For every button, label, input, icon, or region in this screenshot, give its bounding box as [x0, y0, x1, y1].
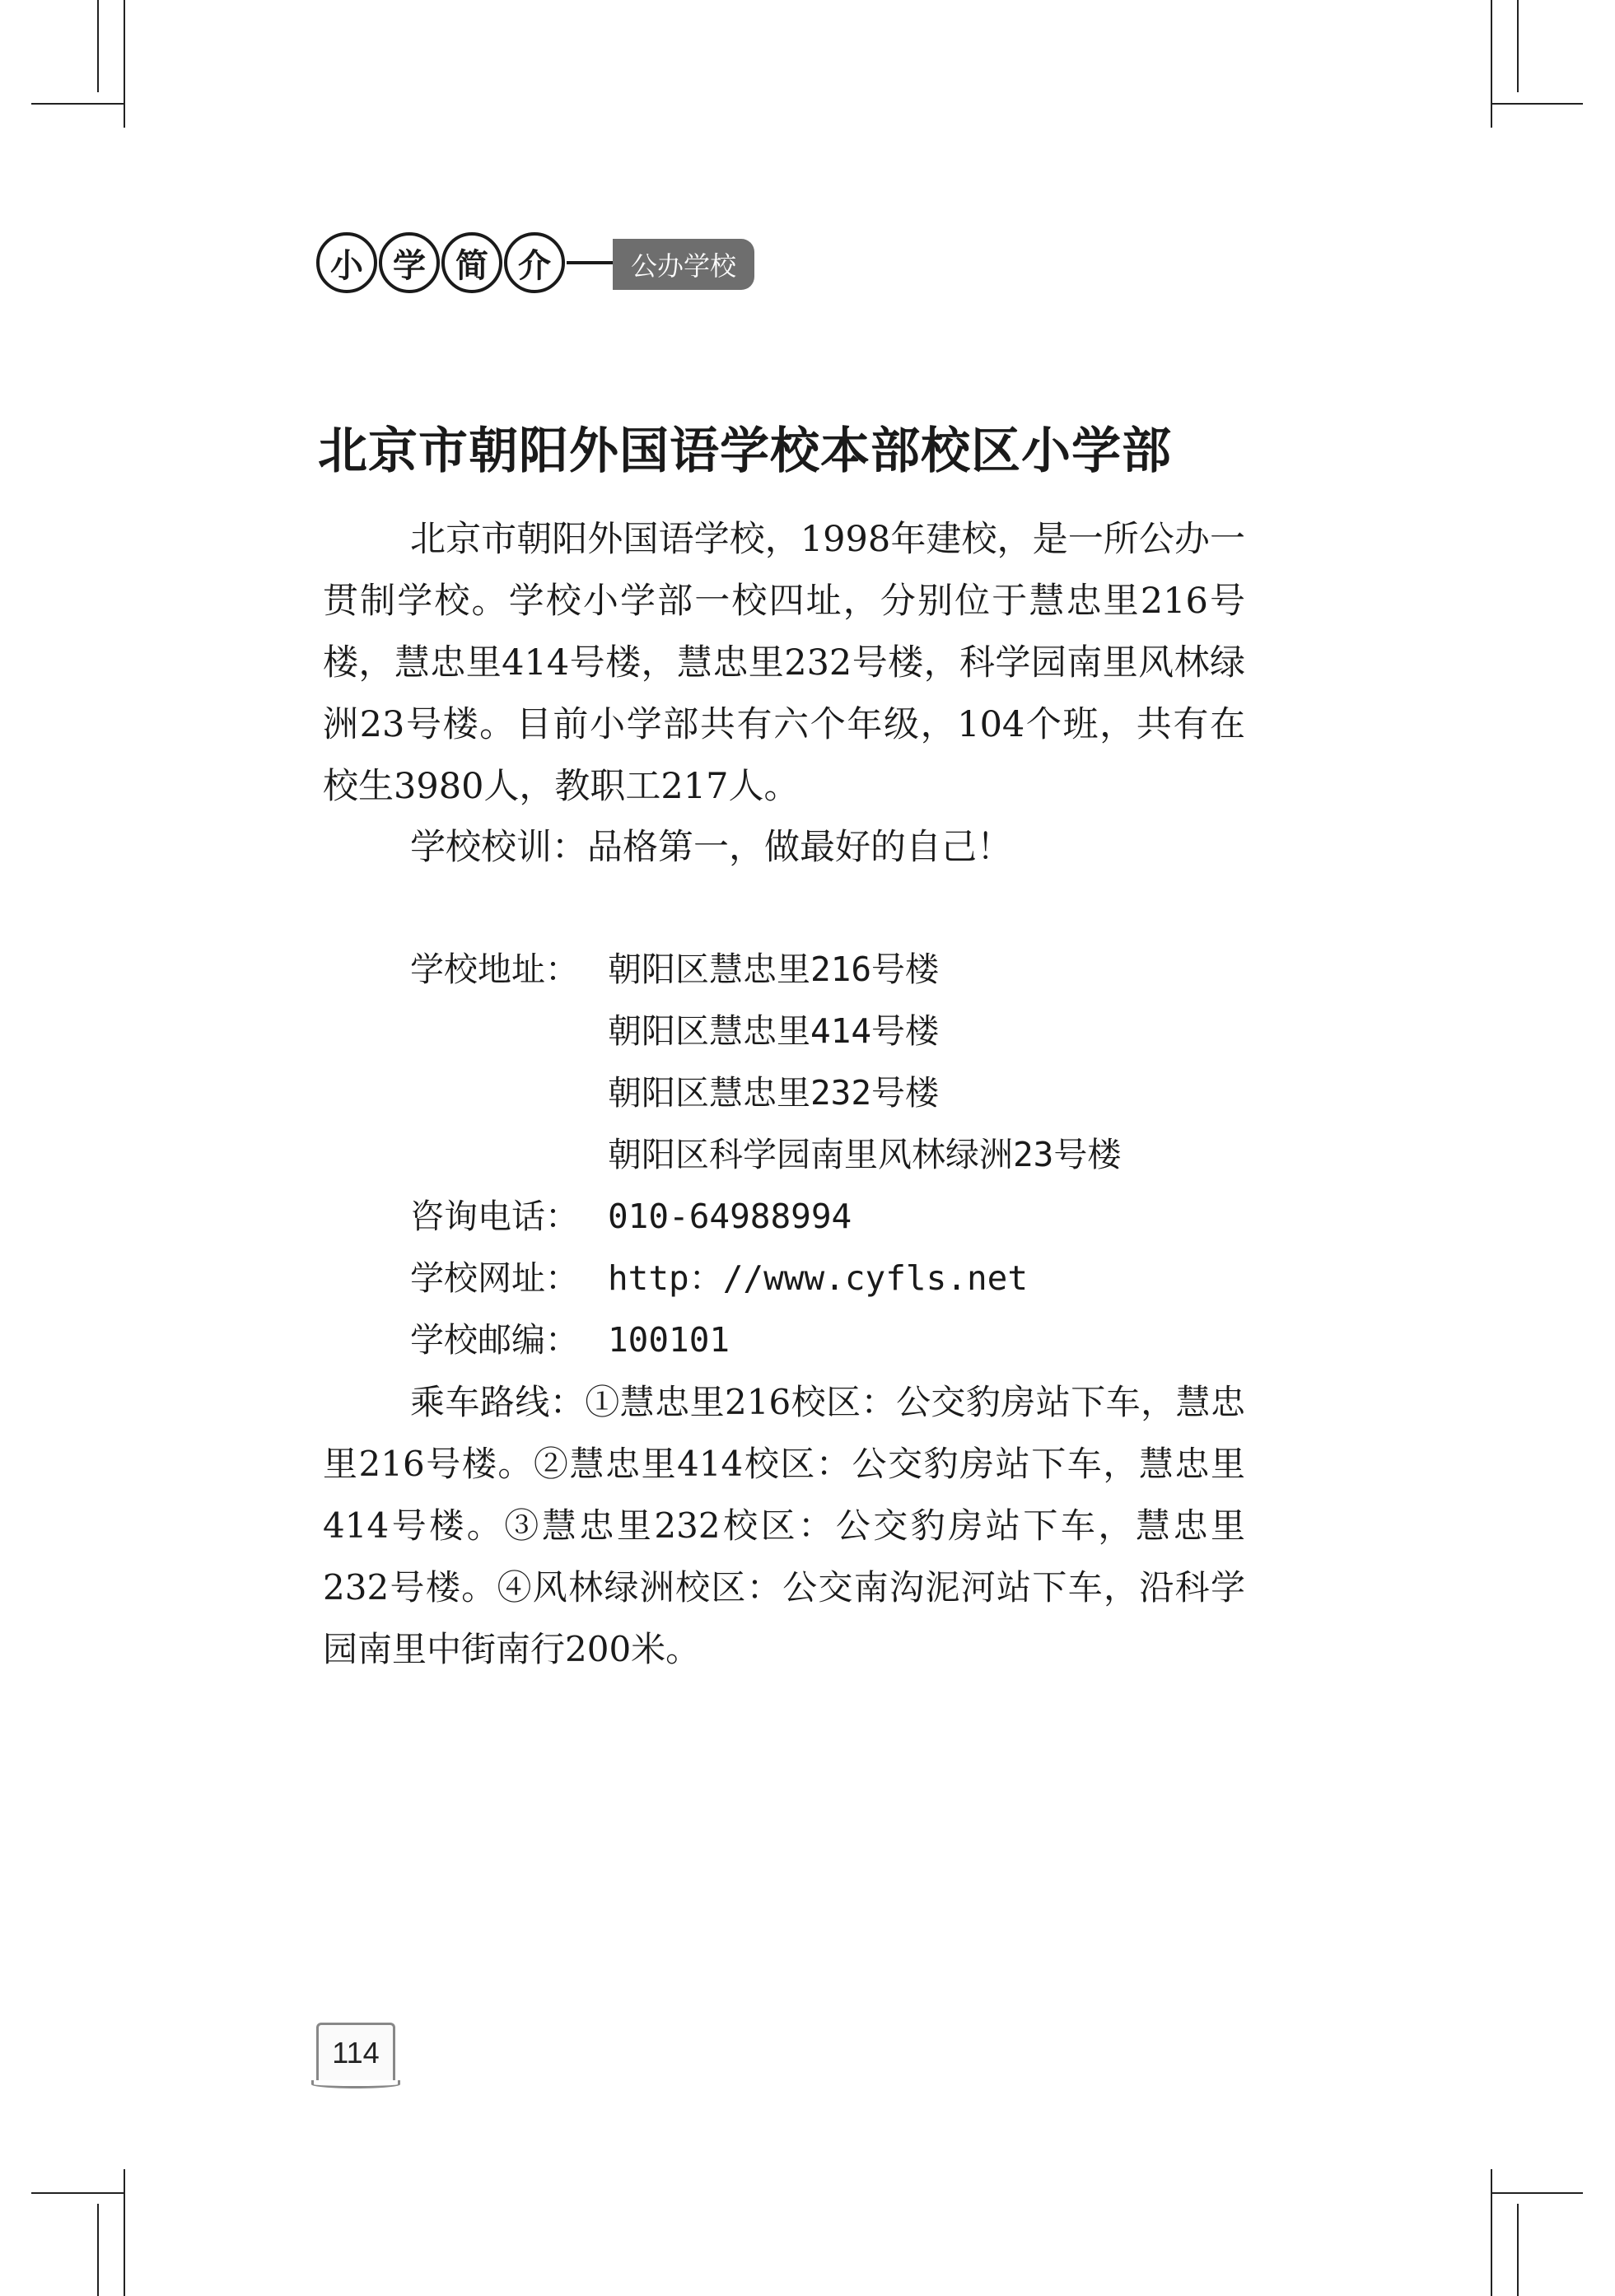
address-row — [410, 939, 1316, 1186]
crop-mark-bottom-left-v — [124, 2169, 125, 2296]
website-label: 学校网址： — [410, 1258, 579, 1298]
page-number: 114 — [316, 2023, 395, 2080]
crop-mark-bottom-left-v2 — [97, 2204, 99, 2296]
postcode-label: 学校邮编： — [410, 1320, 579, 1360]
postcode-value: 100101 — [608, 1320, 730, 1360]
address-item: 朝阳区慧忠里216号楼 — [608, 950, 940, 989]
section-char-4: 介 — [504, 232, 565, 293]
section-header — [316, 232, 777, 306]
category-tag: 公办学校 — [613, 239, 754, 290]
phone-value: 010-64988994 — [608, 1197, 852, 1236]
crop-mark-top-left-h — [31, 103, 124, 105]
crop-mark-top-left-v2 — [97, 0, 99, 92]
address-item: 朝阳区科学园南里风林绿洲23号楼 — [608, 1135, 1122, 1174]
address-item: 朝阳区慧忠里414号楼 — [608, 1011, 940, 1051]
section-char-3: 简 — [441, 232, 502, 293]
section-char-2: 学 — [379, 232, 440, 293]
transit-route-paragraph: 乘车路线：①慧忠里216校区：公交豹房站下车，慧忠里216号楼。②慧忠里414校区：公交豹房站下车，慧忠里414号楼。③慧忠里232校区：公交豹房站下车，慧忠里232号楼。④风林绿洲校区：公交南沟泥河站下车，沿科学园南里中街南行200米。 — [323, 1382, 1245, 1669]
crop-mark-bottom-right-h — [1491, 2192, 1583, 2194]
crop-mark-bottom-right-v — [1491, 2169, 1492, 2296]
postcode-row — [410, 1309, 1316, 1371]
book-icon — [311, 2080, 400, 2088]
intro-paragraph: 北京市朝阳外国语学校，1998年建校，是一所公办一贯制学校。学校小学部一校四址，分别位于慧忠里216号楼，慧忠里414号楼，慧忠里232号楼，科学园南里风林绿洲23号楼。目前小学部共有六个年级，104个班，共有在校生3980人，教职工217人。 — [323, 519, 1245, 807]
crop-mark-top-right-h — [1491, 103, 1583, 105]
address-item: 朝阳区慧忠里232号楼 — [608, 1073, 940, 1113]
crop-mark-bottom-left-h — [31, 2192, 124, 2194]
address-label: 学校地址： — [410, 950, 579, 989]
header-connector-line — [567, 261, 613, 264]
phone-label: 咨询电话： — [410, 1197, 579, 1236]
crop-mark-top-right-v — [1491, 0, 1492, 128]
contact-info — [410, 939, 1316, 1371]
crop-mark-top-left-v — [124, 0, 125, 128]
website-row — [410, 1248, 1316, 1309]
school-motto: 学校校训：品格第一，做最好的自己！ — [410, 827, 1012, 868]
page-title: 北京市朝阳外国语学校本部校区小学部 — [318, 422, 1172, 480]
crop-mark-top-right-v2 — [1517, 0, 1519, 92]
phone-row — [410, 1186, 1316, 1248]
address-list — [608, 939, 1121, 1186]
crop-mark-bottom-right-v2 — [1517, 2204, 1519, 2296]
website-value: http：//www.cyfls.net — [608, 1258, 1028, 1298]
section-char-1: 小 — [316, 232, 377, 293]
